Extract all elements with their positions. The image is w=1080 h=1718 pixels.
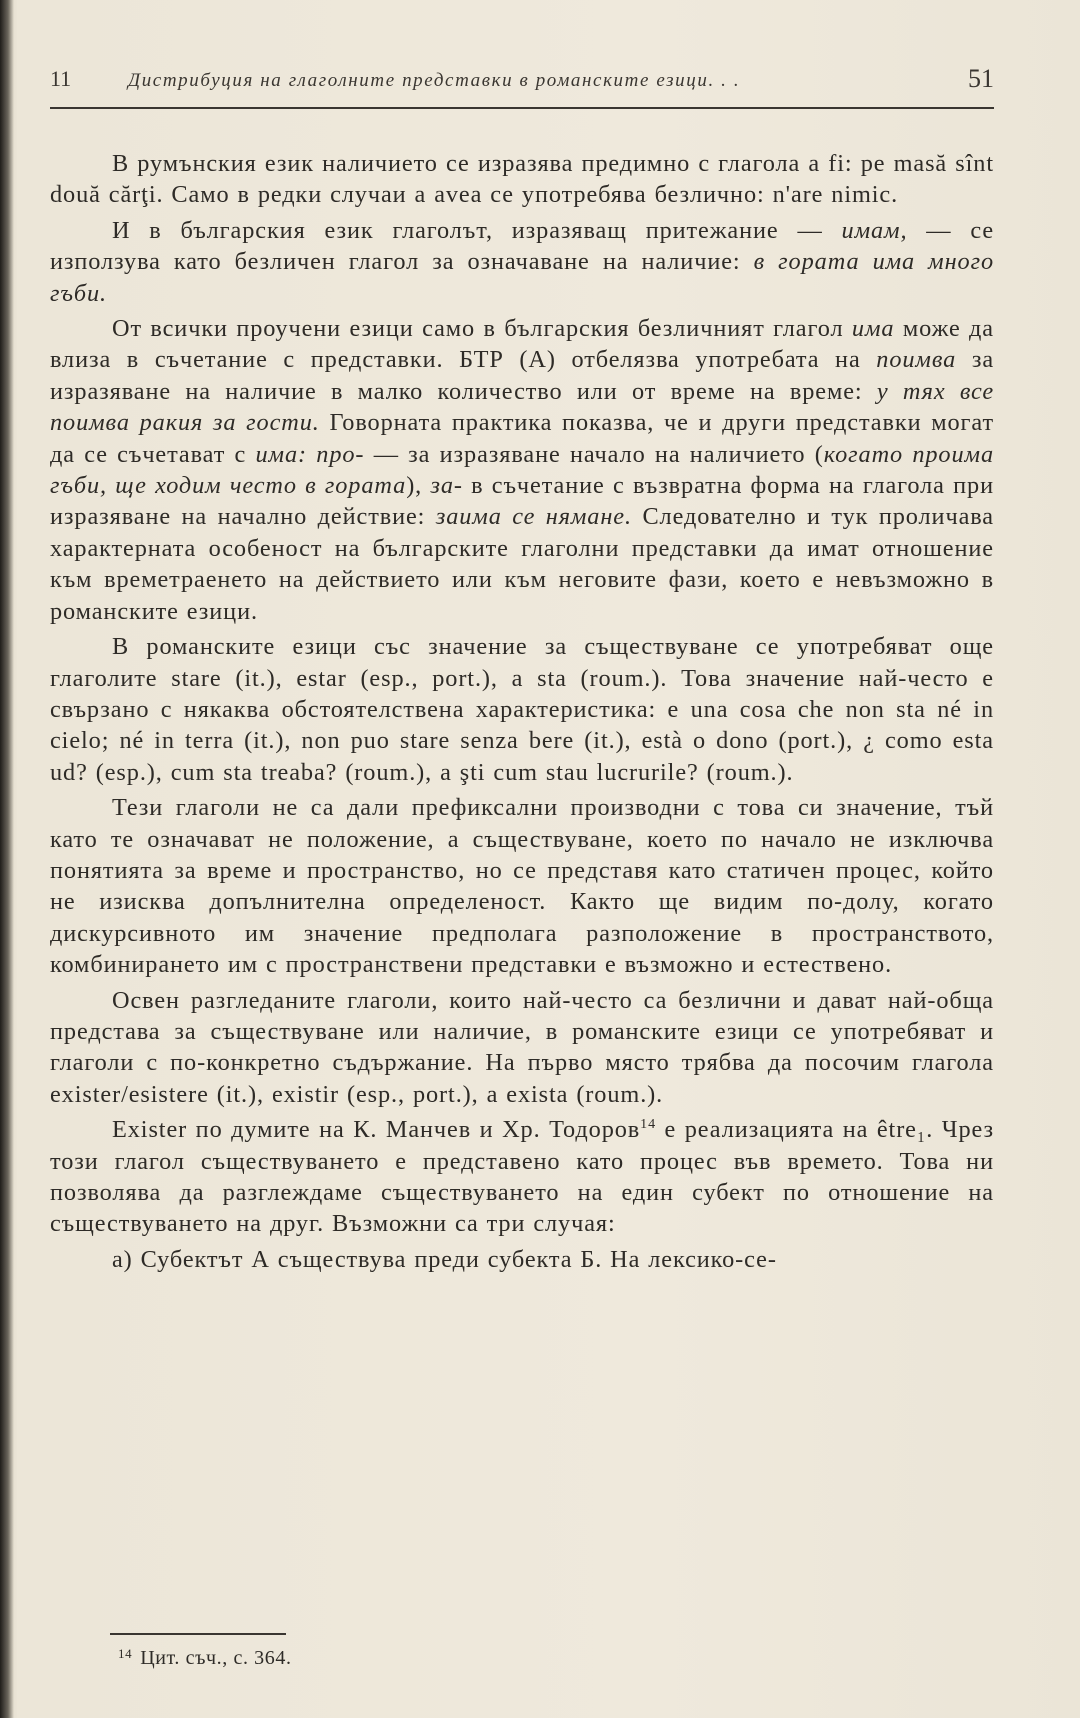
running-header xyxy=(50,62,994,102)
text-run: е реализацията на être₁. Чрез този глагол съществуването е представено като процес във времето. Това ни позволява да разглеждаме съществуването на един субект по отношение на съществуването на друг. Възможни са три случая: xyxy=(50,1116,994,1238)
page-number: 51 xyxy=(968,64,994,93)
paragraph xyxy=(50,631,994,788)
text-run: в съчетание с възвратна форма на глагола при изразяване на начално действие: xyxy=(50,472,994,531)
italic-example: има xyxy=(851,315,895,343)
body-text xyxy=(50,148,994,1275)
text-run: ), xyxy=(406,472,431,500)
footnote-rule xyxy=(110,1633,286,1635)
text-run: Exister по думите на К. Манчев и Хр. Тодоров xyxy=(112,1116,641,1144)
header-rule xyxy=(50,107,994,109)
italic-example: заима се нямане. xyxy=(435,503,632,531)
text-run: Говорната практика показва, че и други представки могат да се съчетават с xyxy=(50,409,994,468)
text-run: Освен разгледаните глаголи, които най-често са безлични и дават най-обща представа за съществуване или наличие, в романските езици се употребяват и глаголи с по-конкретно съдържание. На първо място трябва да посочим глагола exister/esistere (it.), existir (esp., port.), a exista (roum.). xyxy=(50,986,994,1108)
binding-shadow xyxy=(0,0,14,1718)
italic-example: има: про- xyxy=(255,440,365,468)
text-run: Тези глаголи не са дали префиксални производни с това си значение, тъй като те означават не положение, а съществуване, което по начало не изключва понятията за време и пространство, но се представя като статичен процес, който не изисква допълнителна определеност. Както ще видим по-долу, когато дискурсивното им значение предполага разположение в пространството, комбинирането им с пространствени представки е възможно и естествено. xyxy=(50,794,994,979)
text-run: може да влиза в съчетание с представки. БТР (А) отбелязва употребата на xyxy=(50,315,994,374)
text-run: В румънския език наличието се изразява предимно с глагола a fi: pe masă sînt două cărţi. Само в редки случаи a avea се употребява безлично: n'are nimic. xyxy=(50,150,994,209)
italic-example: за- xyxy=(430,472,463,500)
chapter-number: 11 xyxy=(50,66,72,91)
italic-example: в гората има много гъби. xyxy=(50,248,994,307)
text-run: От всички проучени езици само в българския безличният глагол xyxy=(112,315,852,343)
paragraph xyxy=(50,313,994,627)
text-run: Следователно и тук проличава характерната особеност на българските глаголни представки да имат отношение към времетраенето на действието или към неговите фази, което е невъзможно в романските езици. xyxy=(50,503,994,625)
paragraph xyxy=(50,1244,994,1275)
paragraph xyxy=(50,215,994,309)
text-run: — се използува като безличен глагол за означаване на наличие: xyxy=(50,216,994,276)
footnote-reference: 14 xyxy=(640,1117,656,1133)
paragraph xyxy=(50,792,994,980)
footnote-text: Цит. съч., с. 364. xyxy=(140,1647,292,1669)
italic-example: имам, xyxy=(841,216,908,244)
italic-example: когато проима гъби, ще ходим често в гората xyxy=(50,440,994,500)
italic-example: поимва xyxy=(876,346,957,374)
text-run: а) Субектът А съществува преди субекта Б. На лексико-се- xyxy=(112,1245,777,1273)
running-title: Дистрибуция на глаголните представки в романските езици. . . xyxy=(128,70,741,91)
paragraph xyxy=(50,148,994,211)
footnote-marker: 14 xyxy=(118,1646,133,1661)
paragraph xyxy=(50,985,994,1111)
italic-example: у тях все поимва ракия за гости. xyxy=(50,377,995,437)
text-run: И в българския език глаголът, изразяващ притежание — xyxy=(112,216,842,244)
footnote xyxy=(118,1646,292,1670)
text-run: за изразяване на наличие в малко количество или от време на време: xyxy=(50,346,994,405)
text-run: В романските езици със значение за съществуване се употребяват още глаголите stare (it.), estar (esp., port.), a sta (roum.). Това значение най-често е свързано с някаква обстоятелствена характеристика: e una cosa che non sta né in cielo; né in terra (it.), non puo stare senza bere (it.), està o dono (port.), ¿ como esta ud? (esp.), cum sta treaba? (roum.), a şti cum stau lucrurile? (roum.). xyxy=(50,633,994,786)
paragraph xyxy=(50,1114,994,1240)
text-run: — за изразяване начало на наличието ( xyxy=(364,440,824,468)
